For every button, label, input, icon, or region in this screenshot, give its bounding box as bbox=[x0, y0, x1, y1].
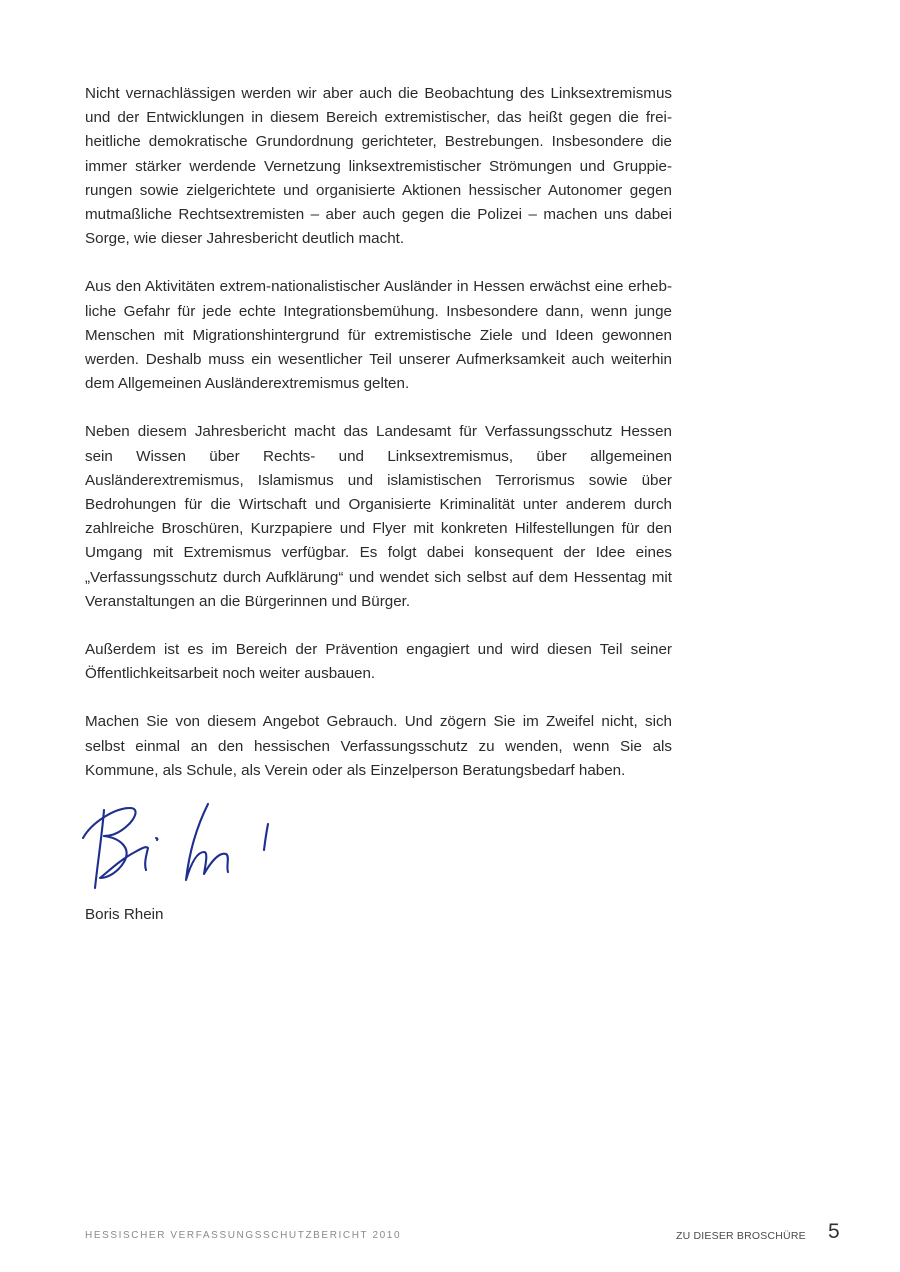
footer-section-title: ZU DIESER BROSCHÜRE bbox=[676, 1230, 806, 1242]
signature-block bbox=[80, 800, 280, 895]
paragraph-praevention: Außerdem ist es im Bereich der Prävention engagiert und wird diesen Teil seiner Öffentlichkeitsarbeit noch weiter ausbauen. bbox=[85, 641, 672, 683]
paragraph-linksextremismus: Nicht vernachlässigen werden wir aber auch die Beobachtung des Linksextremismus und der Entwicklungen in diesem Bereich extremistischer, das heißt gegen die freiheitliche demokratische Grundordnung gerichteter, Bestrebungen. Insbesondere die immer stärker werdende Vernetzung linksextremistischer Strömungen und Gruppierungen sowie zielgerichtete und organisierte Aktionen hessischer Autonomer gegen mutmaßliche Rechtsextremisten – aber auch gegen die Polizei – machen uns dabei Sorge, wie dieser Jahresbericht deutlich macht. bbox=[85, 85, 672, 248]
paragraph-landesamt-angebot: Neben diesem Jahresbericht macht das Landesamt für Verfassungsschutz Hessen sein Wissen über Rechts- und Linksextremismus, über allgemeinen Ausländerextremismus, Islamismus und islamistischen Terrorismus sowie über Bedrohungen für die Wirtschaft und Organisierte Kriminalität unter anderem durch zahlreiche Broschüren, Kurzpapiere und Flyer mit konkreten Hilfestellungen für den Umgang mit Extremismus verfügbar. Es folgt dabei konsequent der Idee eines „Verfassungsschutz durch Aufklärung“ und wendet sich selbst auf dem Hessentag mit Veranstaltungen an die Bürgerinnen und Bürger. bbox=[85, 423, 672, 610]
footer-publication-title: HESSISCHER VERFASSUNGSSCHUTZBERICHT 2010 bbox=[85, 1230, 402, 1241]
handwritten-signature bbox=[80, 800, 275, 895]
paragraph-auslaenderextremismus: Aus den Aktivitäten extrem-nationalistischer Ausländer in Hessen erwächst eine erhebliche Gefahr für jede echte Integrationsbemühung. Insbesondere dann, wenn junge Menschen mit Migrationshintergrund für extremistische Ziele und Ideen gewonnen werden. Deshalb muss ein wesentlicher Teil unserer Aufmerksamkeit auch weiterhin dem Allgemeinen Ausländerextremismus gelten. bbox=[85, 278, 672, 393]
paragraph-aufforderung: Machen Sie von diesem Angebot Gebrauch. Und zögern Sie im Zweifel nicht, sich selbst einmal an den hessischen Verfassungsschutz zu wenden, wenn Sie als Kommune, als Schule, als Verein oder als Einzelperson Beratungsbedarf haben. bbox=[85, 713, 672, 779]
body-text bbox=[85, 82, 672, 783]
page-number: 5 bbox=[828, 1220, 840, 1243]
signer-name: Boris Rhein bbox=[85, 906, 164, 923]
